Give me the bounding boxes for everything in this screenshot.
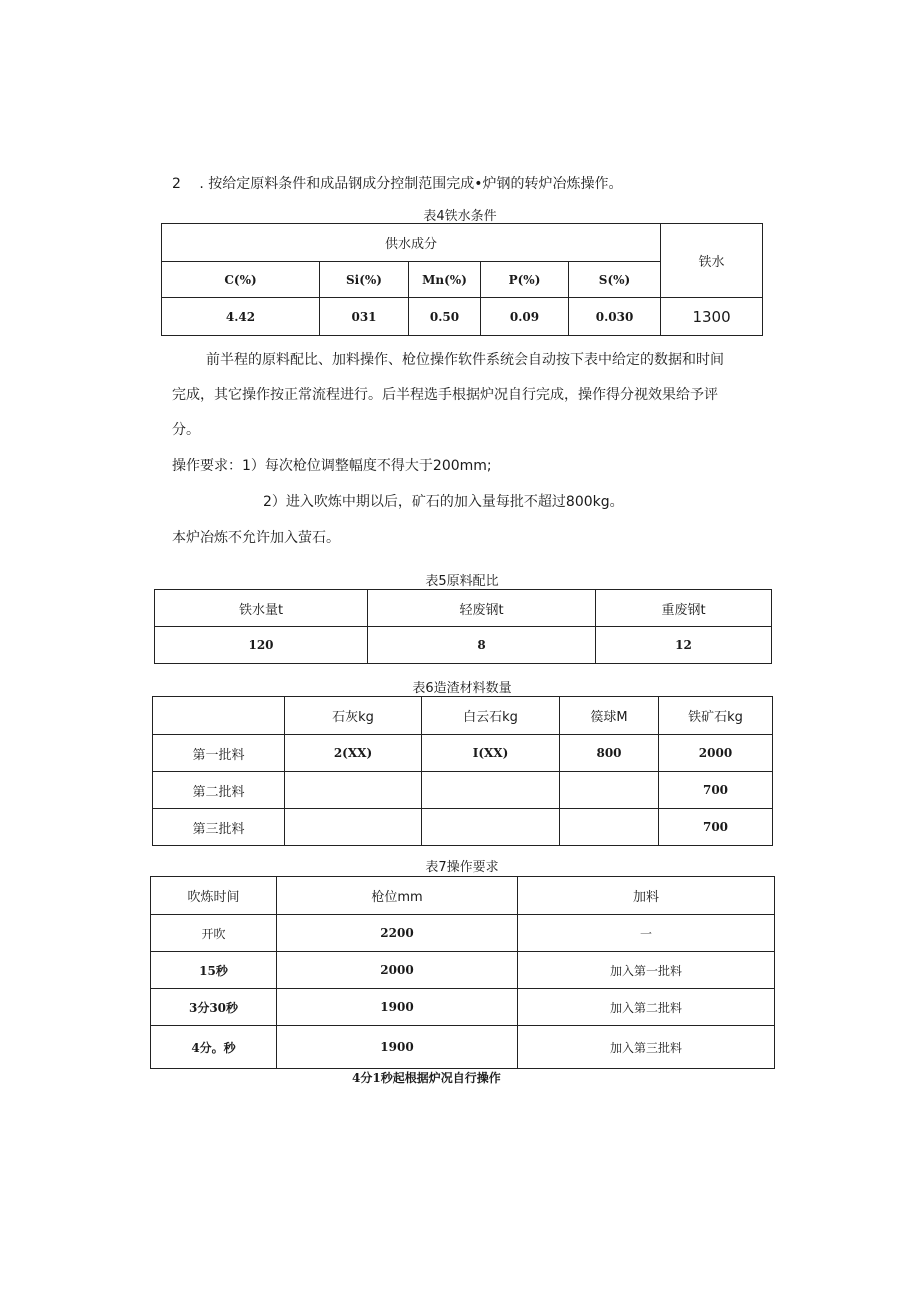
table4-group-header: 供水成分 <box>162 224 661 262</box>
table4-value-p: 0.09 <box>481 298 569 336</box>
paragraph-line-1: 前半程的原料配比、加料操作、枪位操作软件系统会自动按下表中给定的数据和时间 <box>206 352 724 368</box>
table-row <box>153 809 773 846</box>
table7-caption: 表7操作要求 <box>425 860 499 875</box>
table6-row2-ore: 700 <box>659 772 773 809</box>
table6-header-lime: 石灰kg <box>285 697 422 735</box>
table5-header-light-scrap: 轻废钢t <box>368 590 596 627</box>
table7-row1-time: 开吹 <box>151 915 277 952</box>
table6-header-pellet: 篌球M <box>560 697 659 735</box>
table5-header-iron: 铁水量t <box>155 590 368 627</box>
table7-row2-time: 15秒 <box>151 952 277 989</box>
table5 <box>154 589 772 664</box>
table5-caption: 表5原料配比 <box>425 574 499 589</box>
table6-row3-pellet <box>560 809 659 846</box>
table6-row2-label: 第二批料 <box>153 772 285 809</box>
paragraph-line-2: 完成，其它操作按正常流程进行。后半程选手根据炉况自行完成，操作得分视效果给予评 <box>172 387 718 403</box>
table-row <box>153 772 773 809</box>
paragraph-line-3: 分。 <box>172 422 200 438</box>
table4-side-header: 铁水 <box>661 224 763 298</box>
table4-value-s: 0.030 <box>569 298 661 336</box>
table7-row3-time: 3分30秒 <box>151 989 277 1026</box>
table6-row3-lime <box>285 809 422 846</box>
table7-row4-time: 4分。秒 <box>151 1026 277 1069</box>
table7-header-charge: 加料 <box>518 877 775 915</box>
table6-row3-label: 第三批料 <box>153 809 285 846</box>
table6-caption: 表6造渣材料数量 <box>412 681 512 696</box>
table4-header-p: P(%) <box>481 262 569 298</box>
table4-header-si: Si(%) <box>320 262 409 298</box>
intro-line <box>172 174 623 194</box>
table6-row3-dolomite <box>422 809 560 846</box>
table7-header-lance: 枪位mm <box>277 877 518 915</box>
table-row <box>151 1026 775 1069</box>
table7-footnote: 4分1秒起根据炉况自行操作 <box>352 1071 501 1085</box>
table6-row1-lime: 2(XX) <box>285 735 422 772</box>
table6-row1-dolomite: I(XX) <box>422 735 560 772</box>
table4-value-mn: 0.50 <box>409 298 481 336</box>
table6-row2-pellet <box>560 772 659 809</box>
requirement-line-2: 2）进入吹炼中期以后，矿石的加入量每批不超过800kg。 <box>263 494 624 510</box>
table7-row4-charge: 加入第三批料 <box>518 1026 775 1069</box>
table6-row1-label: 第一批料 <box>153 735 285 772</box>
table6 <box>152 696 773 846</box>
table7-header-time: 吹炼时间 <box>151 877 277 915</box>
table7 <box>150 876 775 1069</box>
table6-row2-dolomite <box>422 772 560 809</box>
table7-row4-lance: 1900 <box>277 1026 518 1069</box>
table5-header-heavy-scrap: 重废钢t <box>596 590 772 627</box>
requirement-line-3: 本炉冶炼不允许加入萤石。 <box>172 530 340 546</box>
table4-value-si: 031 <box>320 298 409 336</box>
table4-header-mn: Mn(%) <box>409 262 481 298</box>
table6-header-blank <box>153 697 285 735</box>
table7-row1-charge: 一 <box>518 915 775 952</box>
requirement-line-1: 操作要求：1）每次枪位调整幅度不得大于200mm; <box>172 458 492 474</box>
intro-number: 2 <box>172 176 181 192</box>
table4-header-c: C(%) <box>162 262 320 298</box>
table-row <box>151 915 775 952</box>
table4 <box>161 223 763 336</box>
table5-value-light-scrap: 8 <box>368 627 596 664</box>
table6-row2-lime <box>285 772 422 809</box>
table-row <box>151 989 775 1026</box>
table6-row1-pellet: 800 <box>560 735 659 772</box>
table6-row3-ore: 700 <box>659 809 773 846</box>
table5-value-heavy-scrap: 12 <box>596 627 772 664</box>
table6-header-ore: 铁矿石kg <box>659 697 773 735</box>
table7-row3-lance: 1900 <box>277 989 518 1026</box>
table4-caption: 表4铁水条件 <box>423 209 497 224</box>
table6-row1-ore: 2000 <box>659 735 773 772</box>
intro-text: . 按给定原料条件和成品钢成分控制范围完成•炉钢的转炉冶炼操作。 <box>199 176 623 192</box>
table-row <box>153 735 773 772</box>
table7-row3-charge: 加入第二批料 <box>518 989 775 1026</box>
table6-header-dolomite: 白云石kg <box>422 697 560 735</box>
table-row <box>151 952 775 989</box>
table4-side-value: 1300 <box>661 298 763 336</box>
table7-row2-charge: 加入第一批料 <box>518 952 775 989</box>
table7-row2-lance: 2000 <box>277 952 518 989</box>
table4-value-c: 4.42 <box>162 298 320 336</box>
table7-row1-lance: 2200 <box>277 915 518 952</box>
table4-header-s: S(%) <box>569 262 661 298</box>
table5-value-iron: 120 <box>155 627 368 664</box>
